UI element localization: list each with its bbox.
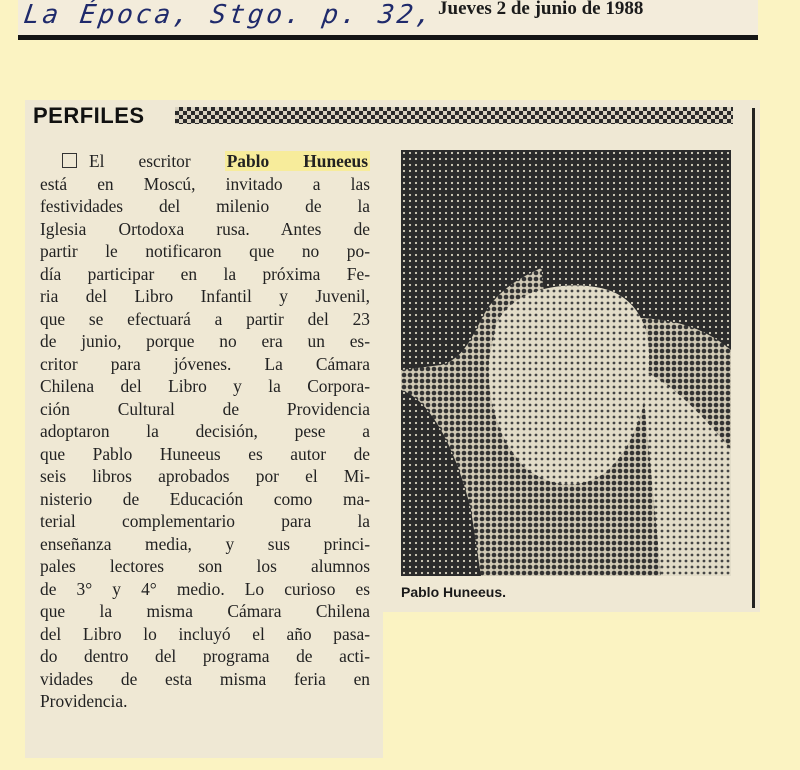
clipping-cut-edge [383, 612, 760, 758]
section-header [33, 103, 733, 129]
article-line: ria del Libro Infantil y Juvenil, [40, 286, 370, 306]
article-line: de 3° y 4° medio. Lo curioso es [40, 578, 370, 599]
halftone-portrait [401, 150, 731, 576]
article-line: Providencia. [40, 691, 128, 711]
article-line: Chilena del Libro y la Corpora- [40, 376, 370, 396]
article-line: do dentro del programa de acti- [40, 646, 370, 666]
article-line: día participar en la próxima Fe- [40, 263, 370, 284]
article-line: terial complementario para la [40, 511, 370, 531]
article-line: festividades del milenio de la [40, 196, 370, 216]
article-lines [40, 173, 370, 713]
handwritten-source-note: La Época, Stgo. p. 32, [21, 0, 437, 30]
section-title: PERFILES [33, 103, 145, 128]
article-line: vidades de esta misma feria en [40, 668, 370, 689]
dateline: Jueves 2 de junio de 1988 [438, 0, 644, 19]
checkbox-bullet-icon [62, 153, 77, 168]
article-line: Iglesia Ortodoxa rusa. Antes de [40, 218, 370, 239]
article-line: nisterio de Educación como ma- [40, 488, 370, 509]
article-line: está en Moscú, invitado a las [40, 173, 370, 194]
article-line: critor para jóvenes. La Cámara [40, 353, 370, 374]
article-line: enseñanza media, y sus princi- [40, 533, 370, 554]
article-first-line [40, 150, 370, 173]
article-body [40, 150, 370, 713]
article-line: seis libros aprobados por el Mi- [40, 466, 370, 486]
article-line: partir le notificaron que no po- [40, 241, 370, 261]
header-pattern [175, 107, 733, 124]
photo-caption: Pablo Huneeus. [401, 584, 507, 600]
article-line: que Pablo Huneeus es autor de [40, 443, 370, 464]
article-line: ción Cultural de Providencia [40, 398, 370, 419]
article-line: que la misma Cámara Chilena [40, 601, 370, 621]
portrait-photo [401, 150, 731, 576]
dateline-rule [18, 35, 758, 40]
author-name-highlight: Pablo Huneeus [226, 151, 368, 171]
article-line: adoptaron la decisión, pese a [40, 421, 370, 441]
article-line: que se efectuará a partir del 23 [40, 308, 370, 329]
article-line: del Libro lo incluyó el año pasa- [40, 623, 370, 644]
article-line: pales lectores son los alumnos [40, 556, 370, 576]
article-line: de junio, porque no era un es- [40, 331, 370, 351]
column-rule [752, 108, 755, 608]
first-line-prefix: El escritor [89, 151, 191, 171]
